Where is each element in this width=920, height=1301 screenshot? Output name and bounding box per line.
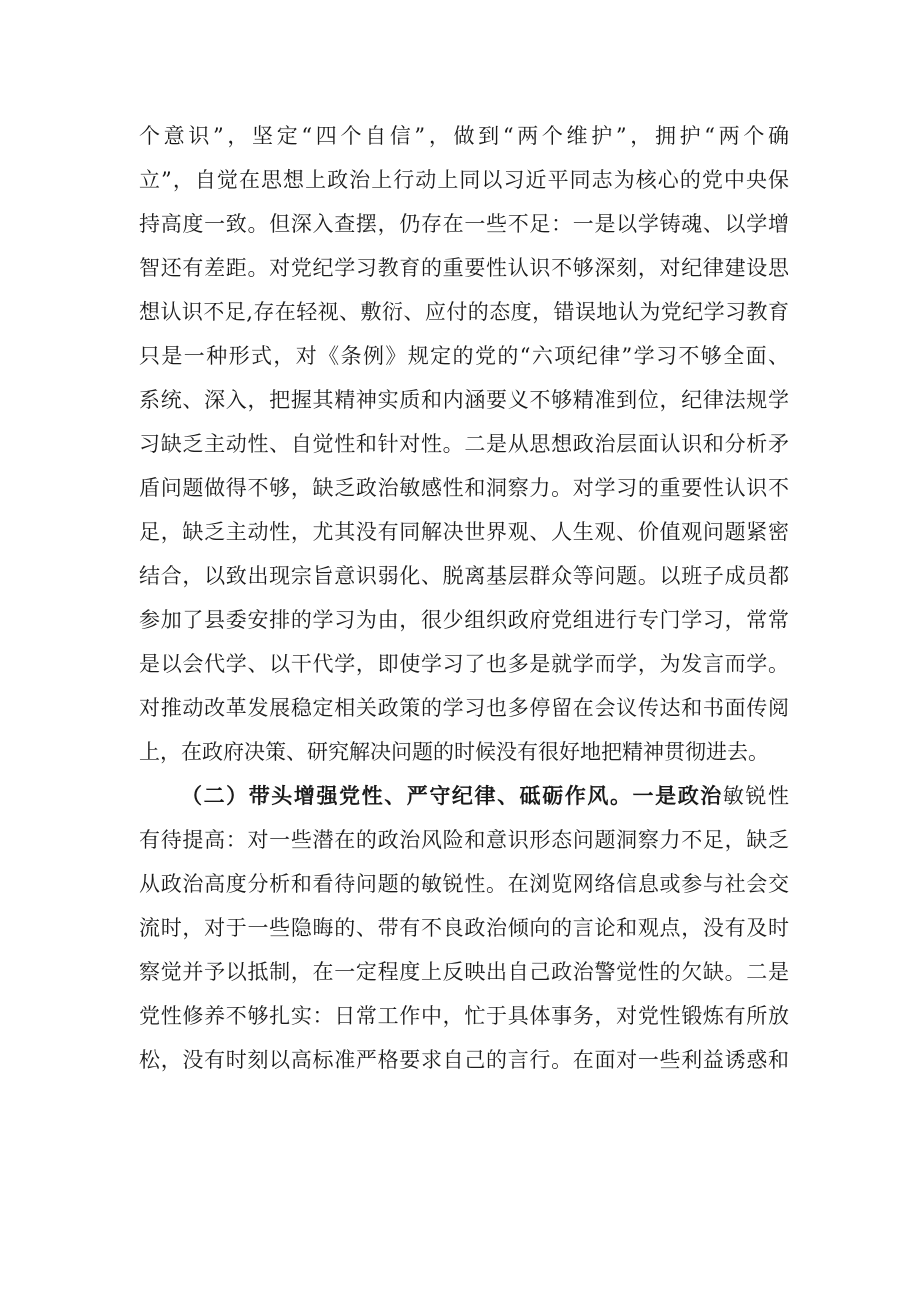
paragraph-line: 察觉并予以抵制，在一定程度上反映出自己政治警觉性的欠缺。二是 [139, 960, 789, 984]
paragraph-line: 只是一种形式，对《条例》规定的党的“六项纪律”学习不够全面、 [139, 344, 789, 368]
paragraph-line: 立”，自觉在思想上政治上行动上同以习近平同志为核心的党中央保 [139, 168, 789, 192]
paragraph-line: 想认识不足,存在轻视、敷衍、应付的态度，错误地认为党纪学习教育 [139, 300, 789, 324]
section-heading: （二）带头增强党性、严守纪律、砥砺作风。一是政治 [181, 783, 723, 808]
heading-continuation: 敏锐性 [722, 784, 789, 808]
paragraph-line: 流时，对于一些隐晦的、带有不良政治倾向的言论和观点，没有及时 [139, 916, 789, 940]
section-heading-line [139, 774, 789, 818]
paragraph-line: 对推动改革发展稳定相关政策的学习也多停留在会议传达和书面传阅 [139, 696, 789, 720]
body-text [139, 114, 789, 1082]
paragraph-line: 参加了县委安排的学习为由，很少组织政府党组进行专门学习，常常 [139, 608, 789, 632]
paragraph-line: 足，缺乏主动性，尤其没有同解决世界观、人生观、价值观问题紧密 [139, 520, 789, 544]
paragraph-line: 持高度一致。但深入查摆，仍存在一些不足：一是以学铸魂、以学增 [139, 212, 789, 236]
paragraph-line: 盾问题做得不够，缺乏政治敏感性和洞察力。对学习的重要性认识不 [139, 476, 789, 500]
paragraph-line: 智还有差距。对党纪学习教育的重要性认识不够深刻，对纪律建设思 [139, 256, 789, 280]
paragraph-line: 党性修养不够扎实：日常工作中，忙于具体事务，对党性锻炼有所放 [139, 1004, 789, 1028]
paragraph-line: 个意识”，坚定“四个自信”，做到“两个维护”，拥护“两个确 [139, 124, 789, 148]
paragraph-line: 有待提高：对一些潜在的政治风险和意识形态问题洞察力不足，缺乏 [139, 828, 789, 852]
paragraph-line: 习缺乏主动性、自觉性和针对性。二是从思想政治层面认识和分析矛 [139, 432, 789, 456]
paragraph-line: 系统、深入，把握其精神实质和内涵要义不够精准到位，纪律法规学 [139, 388, 789, 412]
paragraph-line: 是以会代学、以干代学，即使学习了也多是就学而学，为发言而学。 [139, 652, 789, 676]
paragraph-line: 结合，以致出现宗旨意识弱化、脱离基层群众等问题。以班子成员都 [139, 564, 789, 588]
paragraph-line: 上，在政府决策、研究解决问题的时候没有很好地把精神贯彻进去。 [139, 740, 769, 764]
paragraph-line: 松，没有时刻以高标准严格要求自己的言行。在面对一些利益诱惑和 [139, 1048, 789, 1072]
paragraph-line: 从政治高度分析和看待问题的敏锐性。在浏览网络信息或参与社会交 [139, 872, 789, 896]
